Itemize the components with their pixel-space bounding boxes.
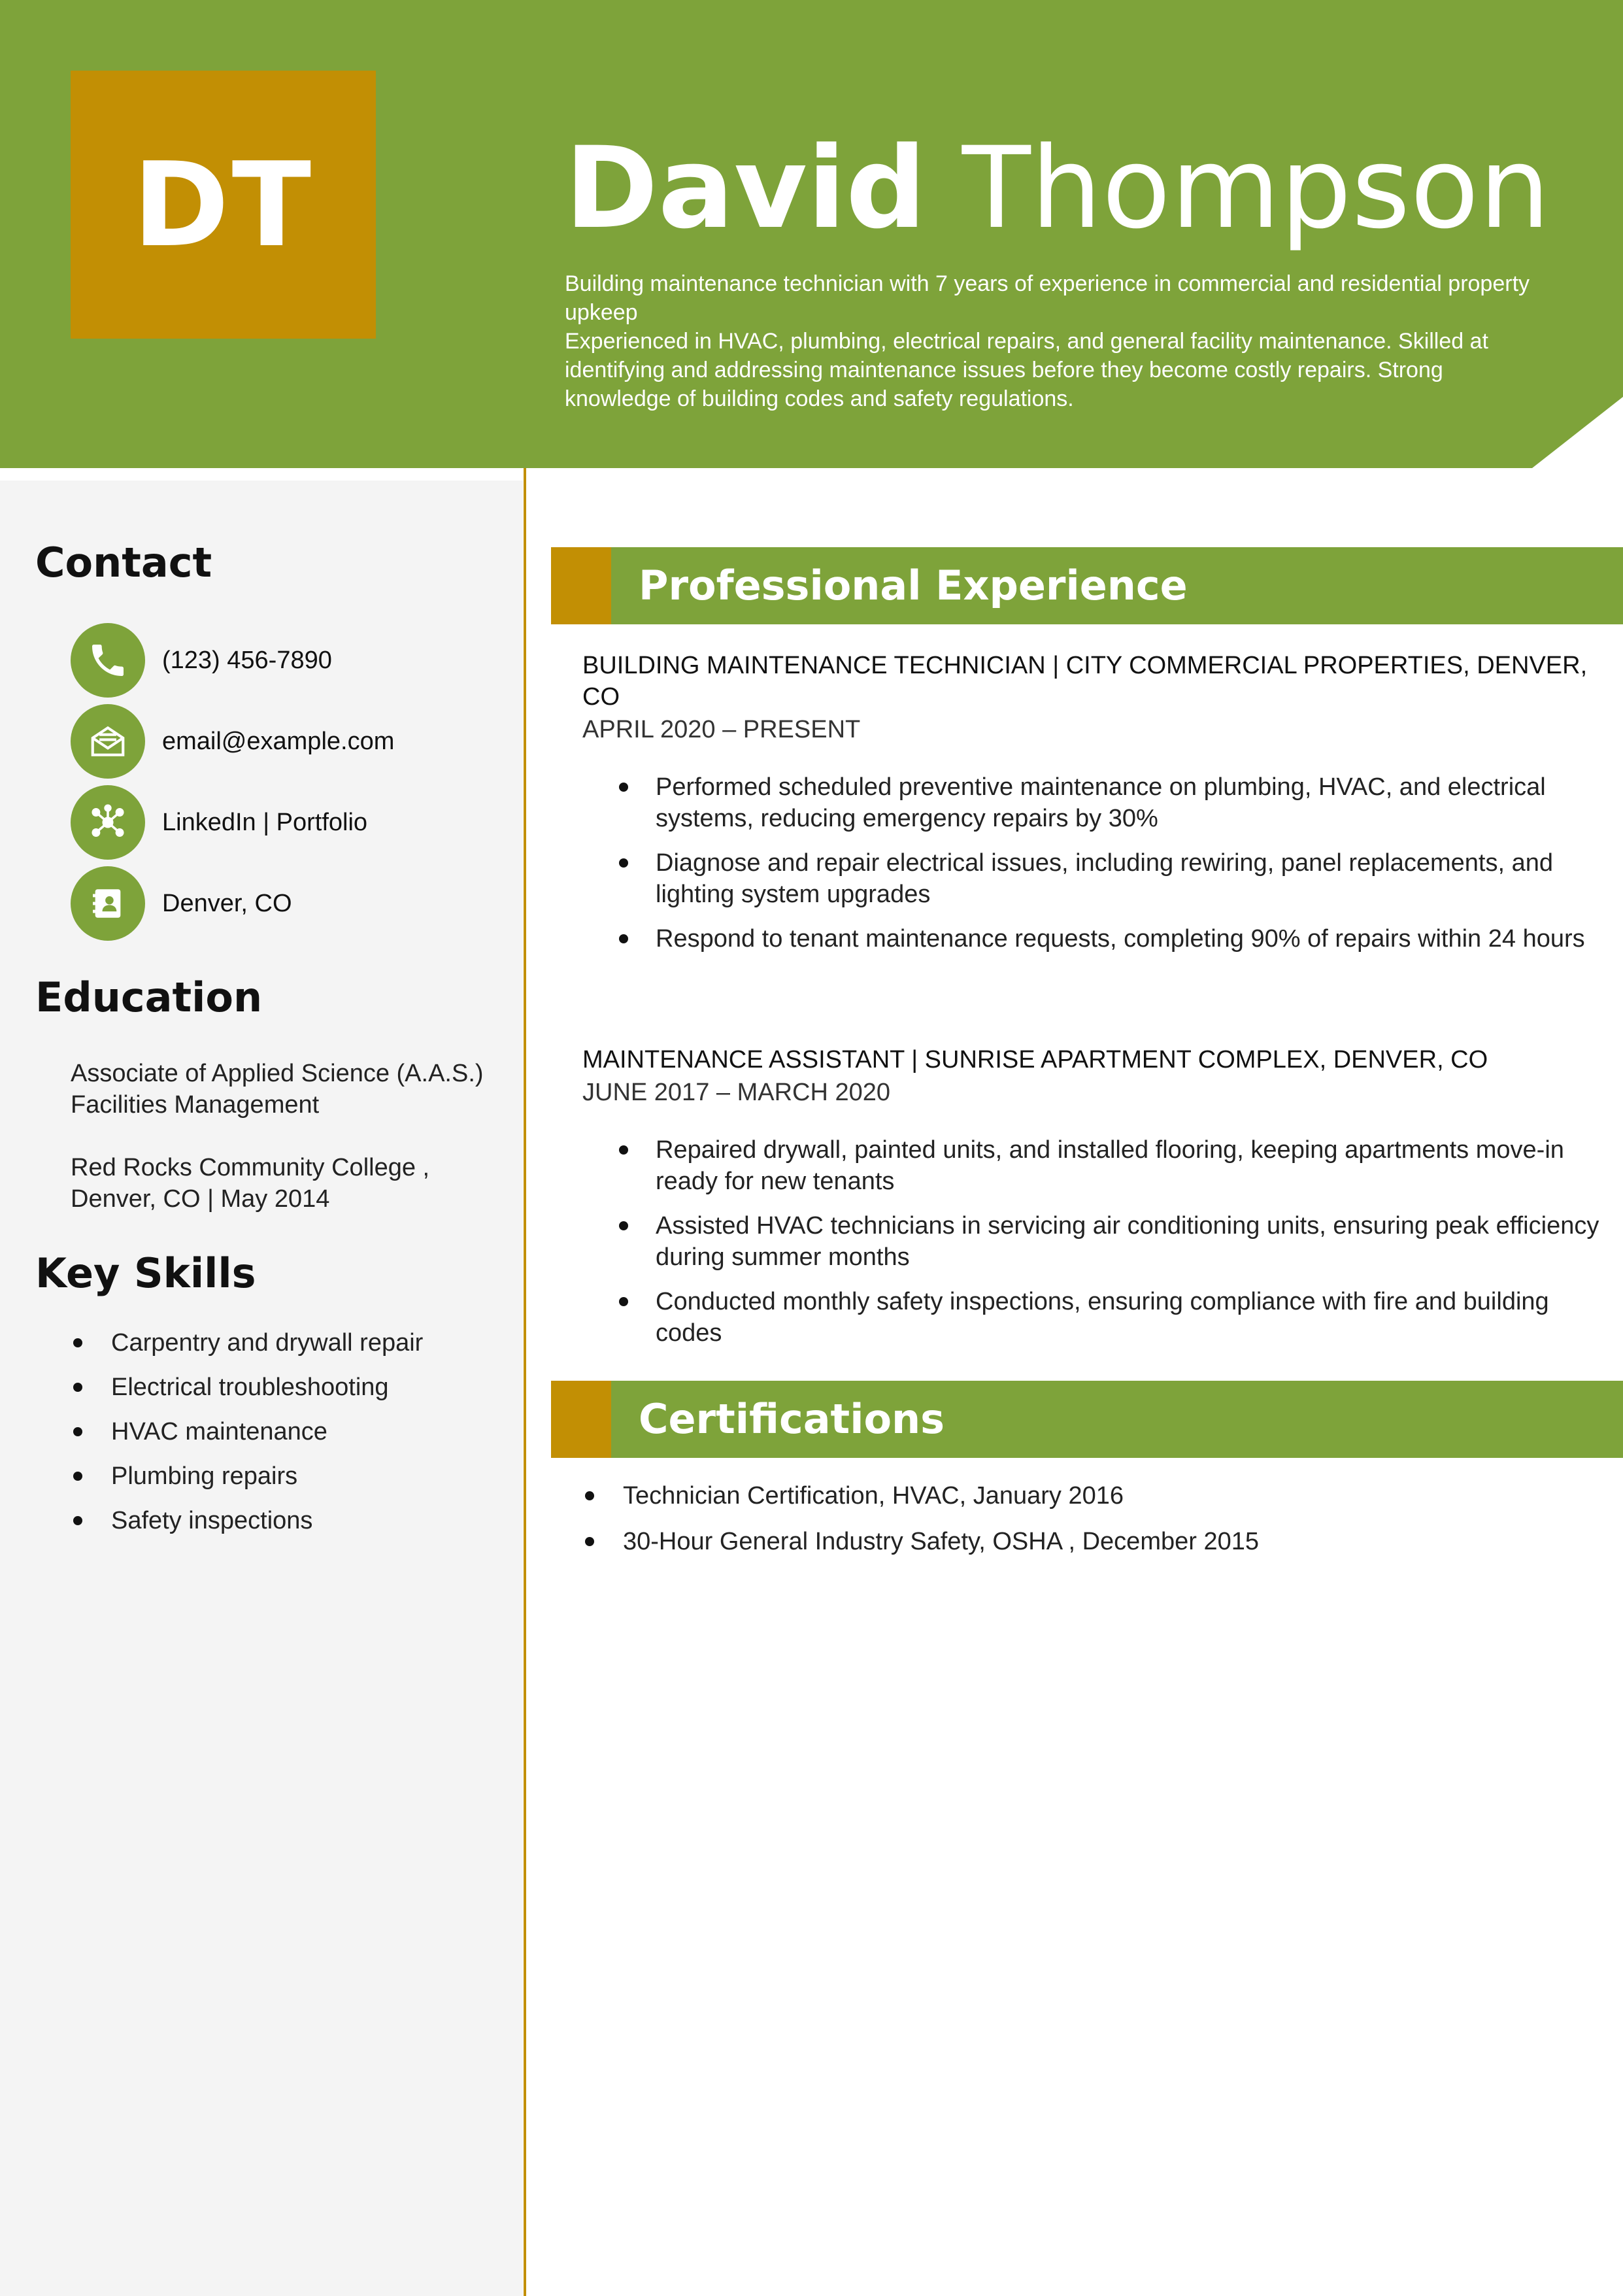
candidate-name xyxy=(565,123,1550,254)
education-heading: Education xyxy=(35,973,263,1021)
contact-location xyxy=(71,866,292,941)
job-bullets xyxy=(582,1134,1602,1349)
job-bullet: Performed scheduled preventive maintenance on plumbing, HVAC, and electrical systems, reducing emergency repairs by 30% xyxy=(582,771,1602,834)
certification-item: Technician Certification, HVAC, January 2016 xyxy=(582,1480,1259,1526)
job-bullet: Repaired drywall, painted units, and installed flooring, keeping apartments move-in ready for new tenants xyxy=(582,1134,1602,1197)
contact-heading: Contact xyxy=(35,539,212,586)
skills-list xyxy=(71,1327,423,1549)
network-icon xyxy=(71,785,145,860)
certifications-heading: Certifications xyxy=(639,1395,945,1443)
experience-section-header xyxy=(551,547,1623,624)
certifications-list xyxy=(582,1480,1259,1572)
column-divider xyxy=(524,468,526,2296)
section-accent xyxy=(551,1381,611,1458)
job-dates: JUNE 2017 – MARCH 2020 xyxy=(582,1079,890,1106)
contact-links[interactable] xyxy=(71,785,367,860)
education-school: Red Rocks Community College , Denver, CO | May 2014 xyxy=(71,1154,430,1213)
job-bullet: Respond to tenant maintenance requests, completing 90% of repairs within 24 hours xyxy=(582,923,1602,954)
job-dates: APRIL 2020 – PRESENT xyxy=(582,716,861,743)
summary-line-1: Building maintenance technician with 7 years of experience in commercial and residential property upkeep xyxy=(565,271,1530,325)
job-bullet: Diagnose and repair electrical issues, including rewiring, panel replacements, and lighting system upgrades xyxy=(582,847,1602,910)
certifications-section-header xyxy=(551,1381,1623,1458)
phone-number: (123) 456-7890 xyxy=(162,646,332,674)
job-bullets xyxy=(582,771,1602,954)
skills-heading: Key Skills xyxy=(35,1249,256,1297)
summary-line-2: Experienced in HVAC, plumbing, electrical repairs, and general facility maintenance. Skilled at identifying and addressing maintenance issues before they become costly repairs. Strong knowledge of building codes and safety regulations. xyxy=(565,329,1488,411)
address-book-icon xyxy=(71,866,145,941)
skill-item: Plumbing repairs xyxy=(71,1460,423,1505)
first-name: David xyxy=(565,122,927,254)
job-bullet: Conducted monthly safety inspections, ensuring compliance with fire and building codes xyxy=(582,1286,1602,1349)
job-bullet: Assisted HVAC technicians in servicing air conditioning units, ensuring peak efficiency during summer months xyxy=(582,1210,1602,1273)
skill-item: Carpentry and drywall repair xyxy=(71,1327,423,1372)
last-name: Thompson xyxy=(962,122,1550,254)
job-title: BUILDING MAINTENANCE TECHNICIAN | CITY COMMERCIAL PROPERTIES, DENVER, CO xyxy=(582,652,1588,711)
experience-heading: Professional Experience xyxy=(639,562,1188,609)
location-text: Denver, CO xyxy=(162,889,292,917)
section-accent xyxy=(551,547,611,624)
education-degree: Associate of Applied Science (A.A.S.) Facilities Management xyxy=(71,1060,484,1119)
profile-summary xyxy=(565,269,1532,413)
job-title: MAINTENANCE ASSISTANT | SUNRISE APARTMENT COMPLEX, DENVER, CO xyxy=(582,1046,1488,1073)
contact-phone[interactable] xyxy=(71,623,332,698)
monogram: DT xyxy=(71,71,376,339)
contact-email[interactable] xyxy=(71,704,394,779)
skill-item: Safety inspections xyxy=(71,1505,423,1549)
skill-item: Electrical troubleshooting xyxy=(71,1372,423,1416)
profile-links: LinkedIn | Portfolio xyxy=(162,808,368,836)
envelope-icon xyxy=(71,704,145,779)
job-entry xyxy=(582,1044,1602,1362)
certification-item: 30-Hour General Industry Safety, OSHA , December 2015 xyxy=(582,1526,1259,1572)
email-address: email@example.com xyxy=(162,727,395,755)
phone-icon xyxy=(71,623,145,698)
job-entry xyxy=(582,650,1602,968)
skill-item: HVAC maintenance xyxy=(71,1416,423,1460)
